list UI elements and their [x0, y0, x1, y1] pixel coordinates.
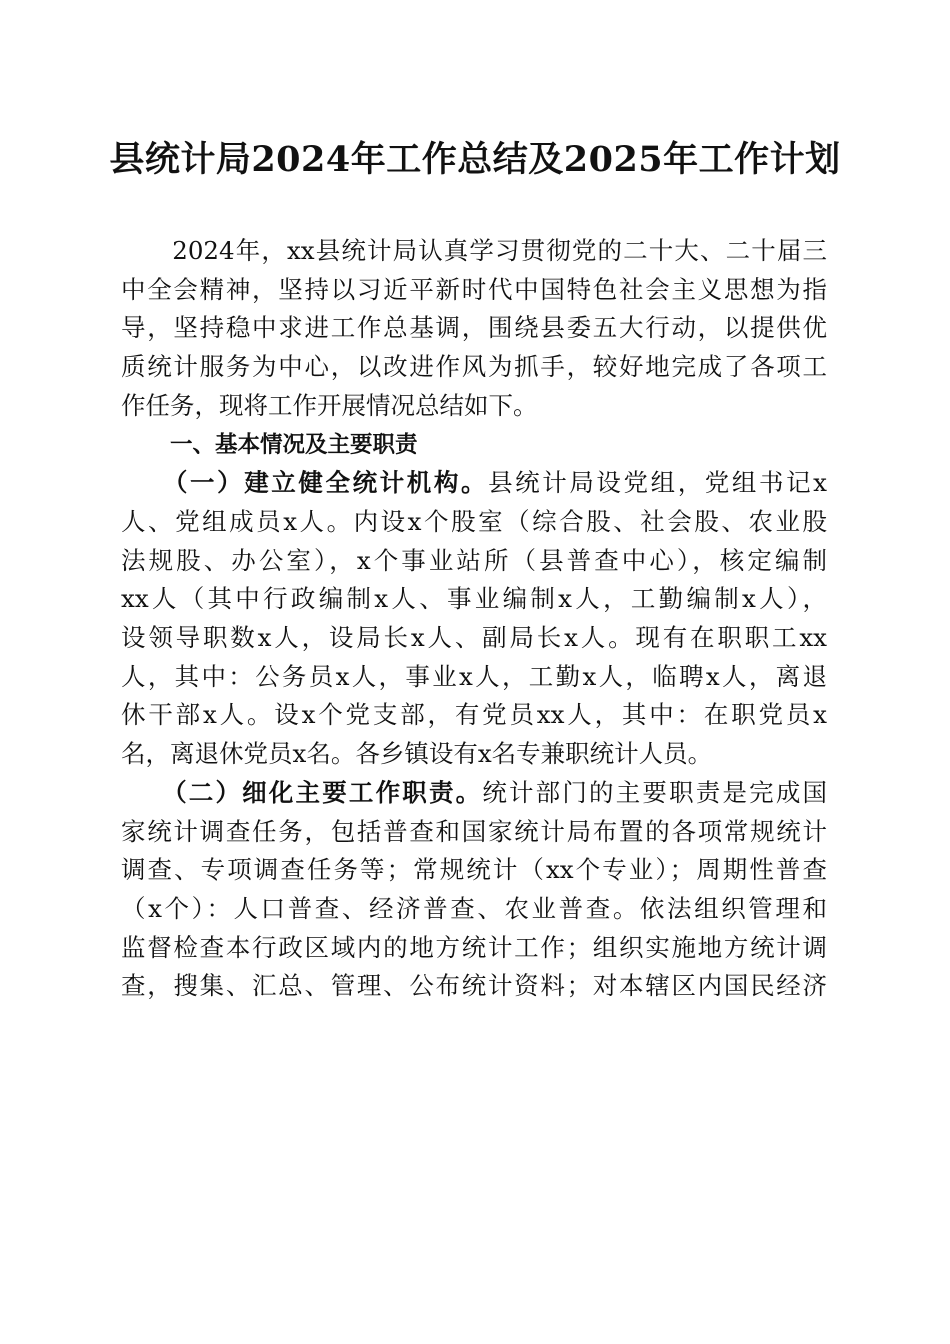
subsection-first-line — [121, 464, 827, 503]
paragraph-line: 调查、专项调查任务等；常规统计（xx个专业）；周期性普查 — [121, 855, 827, 885]
intro-line: 作任务，现将工作开展情况总结如下。 — [121, 390, 538, 420]
subsection-lead: （一）建立健全统计机构。 — [121, 468, 489, 498]
paragraph-line: xx人（其中行政编制x人、事业编制x人，工勤编制x人）， — [121, 584, 827, 614]
subsection-lead: （二）细化主要工作职责。 — [121, 777, 483, 807]
subsection-text: 统计部门的主要职责是完成国 — [482, 777, 828, 807]
subsection-first-line — [121, 774, 827, 813]
paragraph-line: （x个）：人口普查、经济普查、农业普查。依法组织管理和 — [121, 893, 827, 923]
paragraph-line: 休干部x人。设x个党支部，有党员xx人，其中：在职党员x — [121, 700, 827, 730]
subsection-text: 县统计局设党组，党组书记x — [488, 468, 827, 498]
intro-line: 中全会精神，坚持以习近平新时代中国特色社会主义思想为指 — [121, 274, 827, 304]
paragraph-line: 人，其中：公务员x人，事业x人，工勤x人，临聘x人，离退 — [121, 661, 827, 691]
paragraph-line: 法规股、办公室），x个事业站所（县普查中心），核定编制 — [121, 545, 827, 575]
subsection-paragraph — [121, 774, 827, 1006]
paragraph-line: 人、党组成员x人。内设x个股室（综合股、社会股、农业股 — [121, 506, 827, 536]
subsection-paragraph — [121, 464, 827, 774]
paragraph-line: 监督检查本行政区域内的地方统计工作；组织实施地方统计调 — [121, 932, 827, 962]
intro-line: 2024年，xx县统计局认真学习贯彻党的二十大、二十届三 — [121, 236, 827, 265]
intro-paragraph — [121, 232, 827, 426]
intro-line: 质统计服务为中心，以改进作风为抓手，较好地完成了各项工 — [121, 352, 827, 382]
paragraph-line: 设领导职数x人，设局长x人、副局长x人。现有在职职工xx — [121, 623, 827, 653]
paragraph-line: 家统计调查任务，包括普查和国家统计局布置的各项常规统计 — [121, 816, 827, 846]
intro-line: 导，坚持稳中求进工作总基调，围绕县委五大行动，以提供优 — [121, 313, 827, 343]
document-body — [121, 232, 827, 1006]
paragraph-line: 名，离退休党员x名。各乡镇设有x名专兼职统计人员。 — [121, 739, 713, 769]
document-title: 县统计局2024年工作总结及2025年工作计划 — [109, 139, 841, 180]
paragraph-line: 查，搜集、汇总、管理、公布统计资料；对本辖区内国民经济 — [121, 971, 827, 1001]
section-heading: 一、基本情况及主要职责 — [170, 431, 418, 458]
